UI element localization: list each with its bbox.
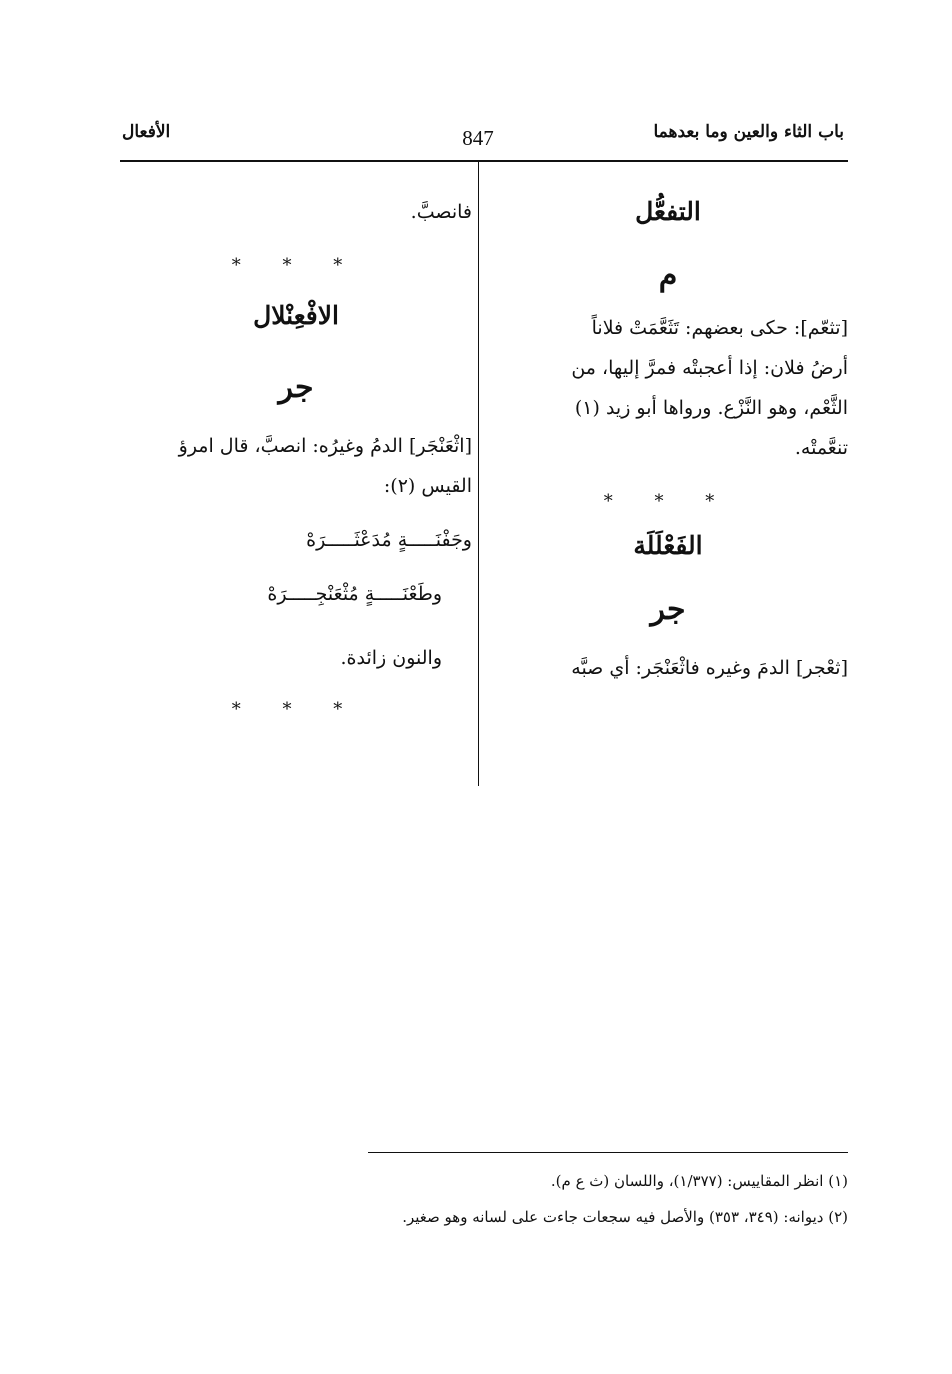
- separator-stars: * * *: [603, 491, 733, 512]
- section-heading-fa-lala: الفَعْلَلَة: [633, 531, 703, 560]
- column-separator: [478, 162, 479, 786]
- note-line: والنون زائدة.: [340, 647, 442, 669]
- entry-line: [تثعّم]: حكى بعضهم: تَثَعَّمَتْ فلاناً: [591, 317, 848, 339]
- poem-verse: وطَعْنَـــــةٍ مُثْعَنْجِـــــرَهْ: [267, 583, 442, 605]
- section-heading-tafa-ul: التفعُّل: [635, 197, 701, 226]
- entry-line: [ثعْجر] الدمَ وغيره فاثْعَنْجَر: أي صبَّه: [571, 657, 848, 679]
- footnote-rule: [368, 1152, 848, 1153]
- entry-line: القيس (٢):: [383, 475, 472, 497]
- entry-line: [اثْعَنْجَر] الدمُ وغيرُه: انصبَّ، قال امرؤ: [178, 435, 472, 457]
- footnote-2: (٢) ديوانه: (٣٤٩، ٣٥٣) والأصل فيه سجعات جاءت على لسانه وهو صغير.: [402, 1208, 848, 1226]
- root-heading-jr: جر: [278, 370, 314, 405]
- entry-continuation: فانصبَّ.: [410, 201, 472, 223]
- entry-line: تنعَّمتْه.: [794, 437, 848, 459]
- separator-stars: * * *: [231, 255, 361, 276]
- separator-stars: * * *: [231, 699, 361, 720]
- left-column: [120, 192, 472, 734]
- right-column: [488, 192, 848, 688]
- page-number: 847: [462, 126, 494, 150]
- root-heading-jr: جر: [650, 592, 686, 627]
- entry-line: الثَّعْم، وهو النَّزْع. ورواها أبو زيد (١): [574, 397, 848, 419]
- running-head-chapter: باب الثاء والعين وما بعدهما: [653, 122, 844, 142]
- entry-line: أرضُ فلان: إذا أعجبتْه فمرَّ إليها، من: [571, 357, 848, 379]
- header-rule: [120, 160, 848, 162]
- section-heading-if-inlal: الافْعِنْلال: [253, 301, 339, 330]
- footnote-1: (١) انظر المقاييس: (١/٣٧٧)، واللسان (ث ع م).: [550, 1172, 848, 1190]
- running-head-section: الأفعال: [122, 122, 171, 142]
- poem-verse: وجَفْنَـــــةٍ مُدَعْثَـــــرَهْ: [306, 529, 472, 551]
- root-heading-m: م: [658, 258, 678, 293]
